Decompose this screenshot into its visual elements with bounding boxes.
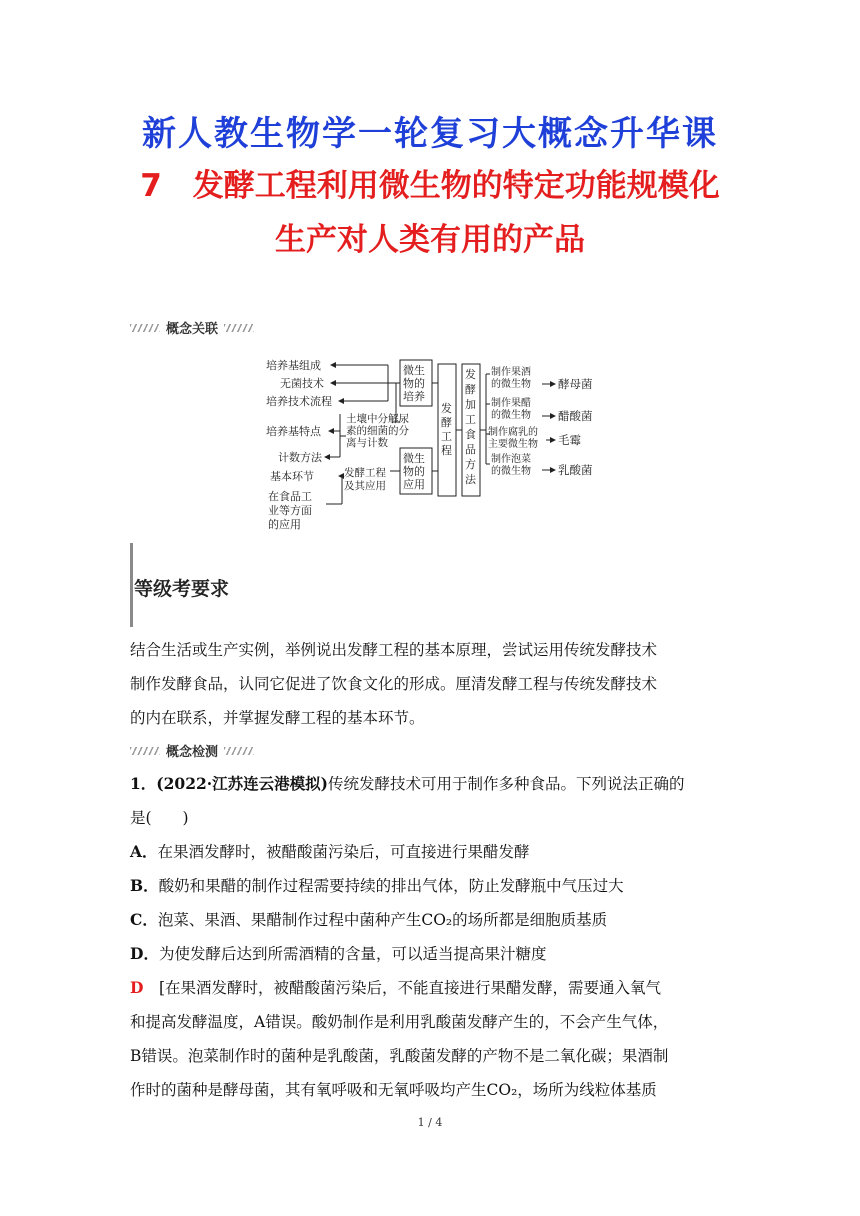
answer-line: 作时的菌种是酵母菌，其有氧呼吸和无氧呼吸均产生CO₂，场所为线粒体基质 bbox=[130, 1081, 657, 1099]
product-text: 的微生物 bbox=[491, 379, 531, 390]
answer-line: 和提高发酵温度，A错误。酸奶制作是利用乳酸菌发酵产生的，不会产生气体， bbox=[130, 1013, 669, 1031]
mid-text: 素的细菌的分 bbox=[346, 425, 409, 437]
hatch-decoration-left bbox=[130, 324, 160, 332]
box-eng-text: 发 bbox=[441, 402, 452, 415]
section-concept-link bbox=[130, 318, 254, 337]
product-text: 主要微生物 bbox=[488, 439, 538, 450]
option-letter: D． bbox=[130, 944, 159, 963]
product-text: 制作腐乳的 bbox=[488, 427, 538, 438]
left-item: 业等方面 bbox=[268, 504, 312, 517]
option-text: 泡菜、果酒、果醋制作过程中菌种产生CO₂的场所都是细胞质基质 bbox=[157, 911, 608, 929]
box-culture-text: 培养 bbox=[403, 390, 425, 403]
answer-letter: D bbox=[130, 978, 144, 997]
left-item: 培养技术流程 bbox=[266, 395, 332, 408]
product-text: 的微生物 bbox=[491, 466, 531, 477]
question-source: (2022·江苏连云港模拟) bbox=[156, 774, 329, 793]
option-d bbox=[130, 942, 742, 964]
requirements-line: 制作发酵食品，认同它促进了饮食文化的形成。厘清发酵工程与传统发酵技术 bbox=[130, 675, 658, 693]
doc-title-chapter: 7 发酵工程利用微生物的特定功能规模化 bbox=[140, 168, 720, 204]
left-item: 计数方法 bbox=[278, 451, 322, 464]
box-method-text: 加 bbox=[465, 398, 476, 411]
question-stem-cont: 是( ) bbox=[130, 809, 189, 827]
product-text: 的微生物 bbox=[491, 410, 531, 421]
microbe-text: 醋酸菌 bbox=[558, 409, 593, 423]
box-apply-text: 微生 bbox=[403, 452, 425, 465]
concept-map-diagram bbox=[262, 352, 602, 537]
box-culture-text: 微生 bbox=[403, 364, 425, 377]
doc-title-series: 新人教生物学一轮复习大概念升华课 bbox=[142, 114, 718, 154]
microbe-text: 酵母菌 bbox=[558, 377, 593, 391]
microbe-text: 乳酸菌 bbox=[558, 463, 593, 477]
option-b bbox=[130, 874, 742, 896]
box-method-text: 工 bbox=[465, 413, 476, 426]
box-method-text: 发 bbox=[465, 368, 476, 381]
box-eng-text: 程 bbox=[441, 444, 452, 457]
section-concept-check-label: 概念检测 bbox=[166, 745, 219, 760]
mid-text: 及其应用 bbox=[344, 480, 386, 492]
box-method-text: 法 bbox=[465, 473, 476, 486]
answer-text: [在果酒发酵时，被醋酸菌污染后，不能直接进行果醋发酵，需要通入氧气 bbox=[158, 979, 662, 997]
question-stem-text: 传统发酵技术可用于制作多种食品。下列说法正确的 bbox=[328, 775, 685, 793]
left-item: 基本环节 bbox=[270, 470, 314, 483]
box-method-text: 品 bbox=[465, 443, 476, 456]
product-text: 制作果醋 bbox=[491, 398, 531, 409]
question-stem bbox=[130, 772, 742, 794]
hatch-decoration-right bbox=[224, 324, 254, 332]
mid-text: 发酵工程 bbox=[344, 467, 386, 479]
requirements-line: 结合生活或生产实例，举例说出发酵工程的基本原理，尝试运用传统发酵技术 bbox=[130, 641, 658, 659]
hatch-decoration-right bbox=[224, 747, 254, 755]
answer-line bbox=[130, 976, 742, 998]
option-text: 酸奶和果醋的制作过程需要持续的排出气体，防止发酵瓶中气压过大 bbox=[158, 877, 624, 895]
page-number: 1 / 4 bbox=[417, 1116, 443, 1129]
left-item: 在食品工 bbox=[268, 490, 312, 503]
section-concept-link-label: 概念关联 bbox=[166, 322, 219, 337]
box-method-text: 酵 bbox=[465, 383, 476, 396]
product-text: 制作果酒 bbox=[491, 367, 531, 378]
box-method-text: 食 bbox=[465, 428, 476, 441]
box-apply-text: 物的 bbox=[403, 465, 425, 478]
requirements-heading: 等级考要求 bbox=[134, 578, 230, 600]
box-eng-text: 工 bbox=[441, 430, 452, 443]
hatch-decoration-left bbox=[130, 747, 160, 755]
box-method-text: 方 bbox=[465, 458, 476, 471]
answer-line: B错误。泡菜制作时的菌种是乳酸菌，乳酸菌发酵的产物不是二氧化碳；果酒制 bbox=[130, 1047, 669, 1065]
product-text: 制作泡菜 bbox=[491, 454, 531, 465]
option-letter: A． bbox=[130, 842, 158, 861]
mid-text: 土壤中分解尿 bbox=[346, 413, 409, 425]
option-a bbox=[130, 840, 742, 862]
option-letter: B． bbox=[130, 876, 159, 895]
requirements-sidebar-bar bbox=[130, 543, 133, 627]
microbe-text: 毛霉 bbox=[558, 433, 581, 447]
mid-text: 离与计数 bbox=[346, 437, 388, 449]
left-item: 无菌技术 bbox=[280, 377, 324, 390]
section-concept-check bbox=[130, 741, 254, 760]
option-letter: C． bbox=[130, 910, 158, 929]
question-number: 1． bbox=[130, 774, 157, 793]
option-c bbox=[130, 908, 742, 930]
box-apply-text: 应用 bbox=[403, 478, 425, 491]
box-culture-text: 物的 bbox=[403, 377, 425, 390]
doc-title-chapter-cont: 生产对人类有用的产品 bbox=[275, 222, 585, 258]
option-text: 在果酒发酵时，被醋酸菌污染后，可直接进行果醋发酵 bbox=[157, 843, 530, 861]
left-item: 的应用 bbox=[268, 518, 301, 531]
left-item: 培养基特点 bbox=[266, 425, 321, 438]
requirements-line: 的内在联系，并掌握发酵工程的基本环节。 bbox=[130, 709, 425, 727]
box-eng-text: 酵 bbox=[441, 416, 452, 429]
left-item: 培养基组成 bbox=[266, 359, 321, 372]
option-text: 为使发酵后达到所需酒精的含量，可以适当提高果汁糖度 bbox=[158, 945, 547, 963]
